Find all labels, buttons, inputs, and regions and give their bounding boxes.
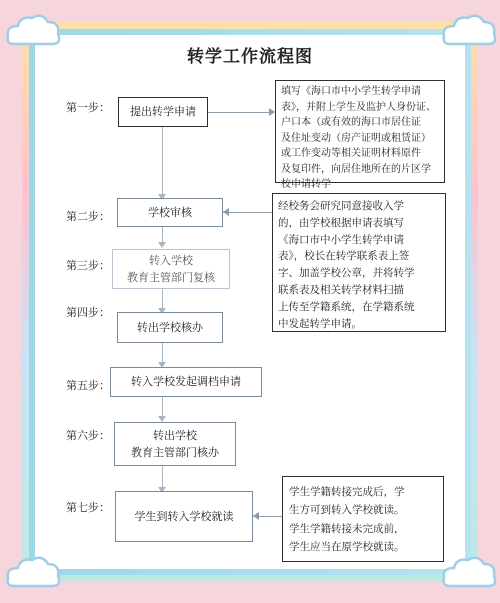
step-box-4-text: 转出学校核办 <box>137 320 203 334</box>
step-label-4: 第四步： <box>66 306 110 319</box>
cloud-bottom-left-icon <box>4 552 62 592</box>
note-step-2-line: 中发起转学申请。 <box>278 317 362 330</box>
note-step-1-line: 户口本（或有效的海口市居住证 <box>281 117 421 128</box>
note-step-1-line: 或工作变动等相关证明材料原件 <box>281 148 421 159</box>
step-label-5: 第五步： <box>66 379 110 392</box>
note-step-2-line: 上传至学籍系统，在学籍系统 <box>278 300 415 313</box>
step-box-1-text: 提出转学申请 <box>130 105 196 119</box>
step-box-3 <box>112 249 230 289</box>
note-step-7-line: 学生应当在原学校就读。 <box>289 541 405 554</box>
connector-step1-note <box>208 112 269 113</box>
step-label-1: 第一步： <box>66 101 110 114</box>
note-step-7 <box>282 476 444 562</box>
step-box-6-line-1: 转出学校 <box>153 428 197 442</box>
step-label-6: 第六步： <box>66 429 110 442</box>
step-box-7 <box>115 491 253 542</box>
cloud-bottom-right-icon <box>440 552 498 592</box>
note-step-7-line: 学生学籍转接未完成前， <box>289 522 405 535</box>
step-box-5-text: 转入学校发起调档申请 <box>131 375 241 389</box>
step-box-4 <box>117 312 223 343</box>
note-step-2-line: 表》，校长在转学联系表上签 <box>278 250 410 263</box>
step-box-1 <box>118 97 208 127</box>
note-step-1-line: 及复印件，向居住地所在的片区学 <box>281 163 431 175</box>
note-step-7-line: 生方可到转入学校就读。 <box>289 504 405 517</box>
step-box-2 <box>117 198 223 227</box>
note-step-2-line: 字、加盖学校公章，并将转学 <box>278 267 415 280</box>
step-box-3-line-1: 转入学校 <box>149 253 193 267</box>
note-step-1-line: 填写《海口市中小学生转学申请 <box>281 86 421 97</box>
note-step-2 <box>272 193 446 332</box>
arrow-down-icon <box>158 242 166 248</box>
step-label-2: 第二步： <box>66 210 110 223</box>
connector-step2-note <box>223 212 272 213</box>
chart-title: 转学工作流程图 <box>187 47 313 67</box>
step-box-5 <box>110 367 262 397</box>
step-label-3: 第三步： <box>66 259 110 272</box>
note-step-2-line: 《海口市中小学生转学申请 <box>278 233 404 246</box>
step-box-3-line-2: 教育主管部门复核 <box>127 271 215 284</box>
step-label-7: 第七步： <box>66 501 110 514</box>
note-step-2-line: 的，由学校根据申请表填写 <box>278 216 404 229</box>
note-step-1-line: 校申请转学 <box>281 179 331 190</box>
note-step-2-line: 经校务会研究同意接收入学 <box>278 200 404 212</box>
arrow-right-icon <box>269 108 275 116</box>
step-box-2-text: 学校审核 <box>148 205 192 219</box>
arrow-left-icon <box>253 512 259 520</box>
note-step-7-line: 学生学籍转接完成后，学 <box>289 486 405 498</box>
note-step-1-line: 及住址变动（房产证明或租赁证） <box>281 132 431 144</box>
step-box-6 <box>114 422 236 466</box>
step-box-6-line-2: 教育主管部门核办 <box>131 446 219 459</box>
arrow-left-icon <box>223 208 229 216</box>
note-step-1-line: 表》，并附上学生及监护人身份证、 <box>281 101 436 113</box>
connector-1-2 <box>162 127 163 197</box>
step-box-7-text: 学生到转入学校就读 <box>134 509 234 523</box>
note-step-2-line: 联系表及相关转学材料扫描 <box>278 283 404 296</box>
note-step-1 <box>275 80 445 190</box>
